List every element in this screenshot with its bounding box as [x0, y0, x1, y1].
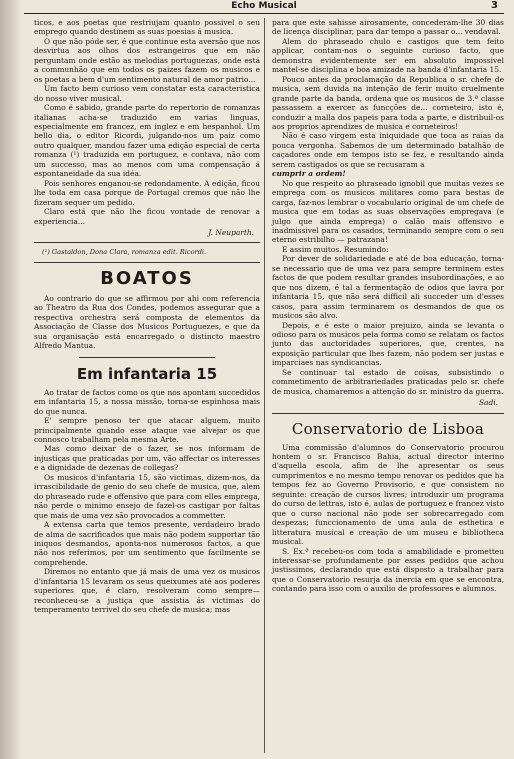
- article-paragraph: E assim muitos. Resumindo:: [282, 244, 389, 254]
- article-paragraph: Pouco antes da proclamação da Republica o sr. chefe de musica, sem duvida na intenção de ferir muito cruelmente grande parte da banda, ordena que os musicos de 3.ª classe passassem a exercer as funcções de... corneteiro, isto é, conduzir a malla dos papeis para toda a parte, e distribuil-os aos proprios aprendizes de musica e corneteiros!: [272, 74, 504, 131]
- page-header: [24, 0, 504, 14]
- footnote-rule: [34, 242, 260, 243]
- emphasis-text: cumprir a ordem!: [272, 169, 346, 179]
- article-signature: J. Neuparth.: [208, 227, 254, 237]
- column-divider: [264, 18, 265, 753]
- page-number: 3: [491, 0, 498, 11]
- header-rule: [24, 13, 504, 14]
- article-paragraph: Claro está que não lhe ficou vontade de renovar a experiencia...: [34, 207, 260, 226]
- article-paragraph: No que respeito ao phraseado ignobil que muitas vezes se emprega com os musicos militares como para bestas de carga, faz-nos lembrar o vocabulario original de um chefe de musica que em todas as suas observações empregava (e julgo que ainda emprega) o calão mais offensivo e inadmissivel para os casados, terminando sempre com o seu eterno estribilho — patrazana!: [272, 178, 504, 245]
- article-paragraph: Por dever de solidariedade e até de boa educação, torna-se necessario que de uma vez para sempre terminem estes factos de que podem resultar grandes insubordinações, e ao que nos dizem, é tal a fermentação de odios que lavra por infantaria 15, que não será difficil ali succeder um d'esses casos, para assim terminarem os desmandos de que os musicos são alvo.: [272, 254, 504, 321]
- infantaria-paragraph: Ao tratar de factos como os que nos apontam succedidos em infantaria 15, a nossa missão, torna-se espinhosa mais do que nunca.: [34, 387, 260, 416]
- article-paragraph: Pois senhores enganou-se redondamente. A edição, ficou lhe toda em casa porque de Portugal cremos que não lhe fizeram sequer um pedido.: [34, 178, 260, 207]
- article-paragraph: ticos, e aos poetas que restriujam quanto possivel o seu emprego quando destinem as suas poesias á musica.: [34, 18, 260, 37]
- article-paragraph: Um facto bem curioso vem constatar esta caracteristica do nosso viver musical.: [34, 84, 260, 103]
- infantaria-paragraph: Os musicos d'infantaria 15, são victimas, dizem-nos, da irrascibilidade de genio do seu chefe de musica, que, alem do phraseado rude e offensivo que para com elles emprega, não perde o minimo ensejo de fazel-os castigar por faltas que mais de uma vez são provocados a commetter.: [34, 472, 260, 520]
- article-paragraph: Depois, e é este o maior prejuizo, ainda se levanta o odioso para os musicos pela forma como se relatam os factos junto das auctoridades superiores, que, crentes, na exposição particular que lhes fazem, não podem ser justas e imparciaes nas syndicancias.: [272, 320, 504, 368]
- infantaria-heading: Em infantaria 15: [76, 364, 218, 383]
- article-paragraph: O que não póde ser, é que continue esta aversão que nos desvirtua aos olhos dos estrangeiros que em não perguntam onde estão as melodias portuguezas, onde está a communhão que em todos os paizes fazem os musicos e os poetas a bem d'um sentimento natural de amor patrio...: [34, 36, 260, 84]
- article-paragraph: Se continuar tal estado de coisas, subsistindo o commetimento de arbitrariedades praticadas pelo sr. chefe de musica, chamaremos a attenção do sr. ministro da guerra.: [272, 367, 504, 396]
- article-paragraph: Como é sabido, grande parte do repertorio de romanzas italianas acha-se traduzido em varias linguas, especialmente em francez, em inglez e em hespanhol. Um bello dia, o editor Ricordi, julgando-nos um paiz como outro qualquer, mandou fazer uma edição especial de certa romanza (¹) traduzida em portuguez, e contava, não com um successo, mas ao menos com uma compensação á espontaneidade da sua idéa.: [34, 103, 260, 179]
- page-fold-shadow: [0, 0, 22, 759]
- article-paragraph: Não é caso virgem esta iniquidade que toca as raias da pouca vergonha. Sabemos de um determinado batalhão de caçadores onde em tempos isto se fez, e resultando ainda serem castigados os que se recusaram a: [272, 131, 504, 169]
- conservatorio-heading: Conservatorio de Lisboa: [291, 419, 485, 438]
- article-signature: Sadi.: [478, 398, 498, 408]
- article-paragraph: para que este sahisse airosamente, concederam-lhe 30 dias de licença disciplinar, para dar tempo a passar o... vendaval.: [272, 18, 504, 37]
- right-column: [272, 18, 504, 594]
- article-paragraph: Alem do phraseado chulo e castigos que tem feito applicar, contam-nos o seguinte curioso facto, que demonstra evidentemente ser em absoluto impossivel mantel-se disciplina e boa amizade na banda d'infantaria 15.: [272, 36, 504, 75]
- footnote: (¹) Gastaldon, Dona Clara, romanza edit. Ricordi.: [42, 248, 207, 257]
- infantaria-paragraph: E' sempre penoso ter que atacar alguem, muito principalmente quando esse ataque vae alvejar os que connosco trabalham pela mesma Arte.: [34, 416, 260, 444]
- section-rule: [79, 357, 215, 358]
- section-rule: [34, 262, 260, 263]
- infantaria-paragraph: Diremos no entanto que já mais de uma vez os musicos d'infantaria 15 levaram os seus queixumes até aos poderes superiores que, é claro, resolveram como sempre—reconheceu-se a justiça que assistia ás victimas do temperamento terrivel do seu chefe de musica; mas: [34, 567, 260, 615]
- left-column: [34, 18, 260, 615]
- infantaria-paragraph: A extensa carta que temos presente, verdadeiro brado de alma de sacrificados que mais não podem supportar tão iniquos desmandos, aponta-nos numerosos factos, a que não nos referimos, por um sentimento que facilmente se comprehende.: [34, 520, 260, 567]
- section-rule: [272, 413, 504, 414]
- infantaria-paragraph: Mas como deixar de o fazer, se nos informam de injustiças que praticadas por um, vão affectar os interesses e a dignidade de dezenas de collegas?: [34, 444, 260, 473]
- journal-title: Echo Musical: [231, 1, 297, 11]
- conservatorio-paragraph: Uma commissão d'alumnos do Conservatorio procurou hontem o sr. Francisco Bahia, actual director interino d'aquella escola, afim de lhe apresentar os seus cumprimentos e no mesmo tempo renovar os pedidos que ha tempos fez ao Governo Provisorio, e que consistem no seguinte: creação de cursos livres; introduzir um programa do curso de lettras, isto é, aulas de portuguez e francez visto que o curso nacional não pode ser sobrecarregado com despezas; funccionamento de uma aula de esthetica e litteratura musical e creação de um museu e bibliotheca musical.: [272, 442, 504, 547]
- conservatorio-paragraph: S. Ex.ª recebeu-os com toda a amabilidade e prometteu interessar-se profundamente por esses pedidos que achou justissimos, declarando que está disposto a trabalhar para que o Conservatorio resurja da inercia em que se encontra, contando para isso com o auxilio de professores e alumnos.: [272, 546, 504, 594]
- boatos-heading: BOATOS: [100, 268, 194, 290]
- boatos-paragraph: Ao contrario do que se affirmou por ahi com referencia ao Theatro da Rua dos Condes, podemos assegurar que a respectiva orchestra será composta de elementos da Associação de Classe dos Musicos Portuguezes, e que da sua organisação está encarregado o distincto maestro Alfredo Mantua.: [34, 294, 260, 351]
